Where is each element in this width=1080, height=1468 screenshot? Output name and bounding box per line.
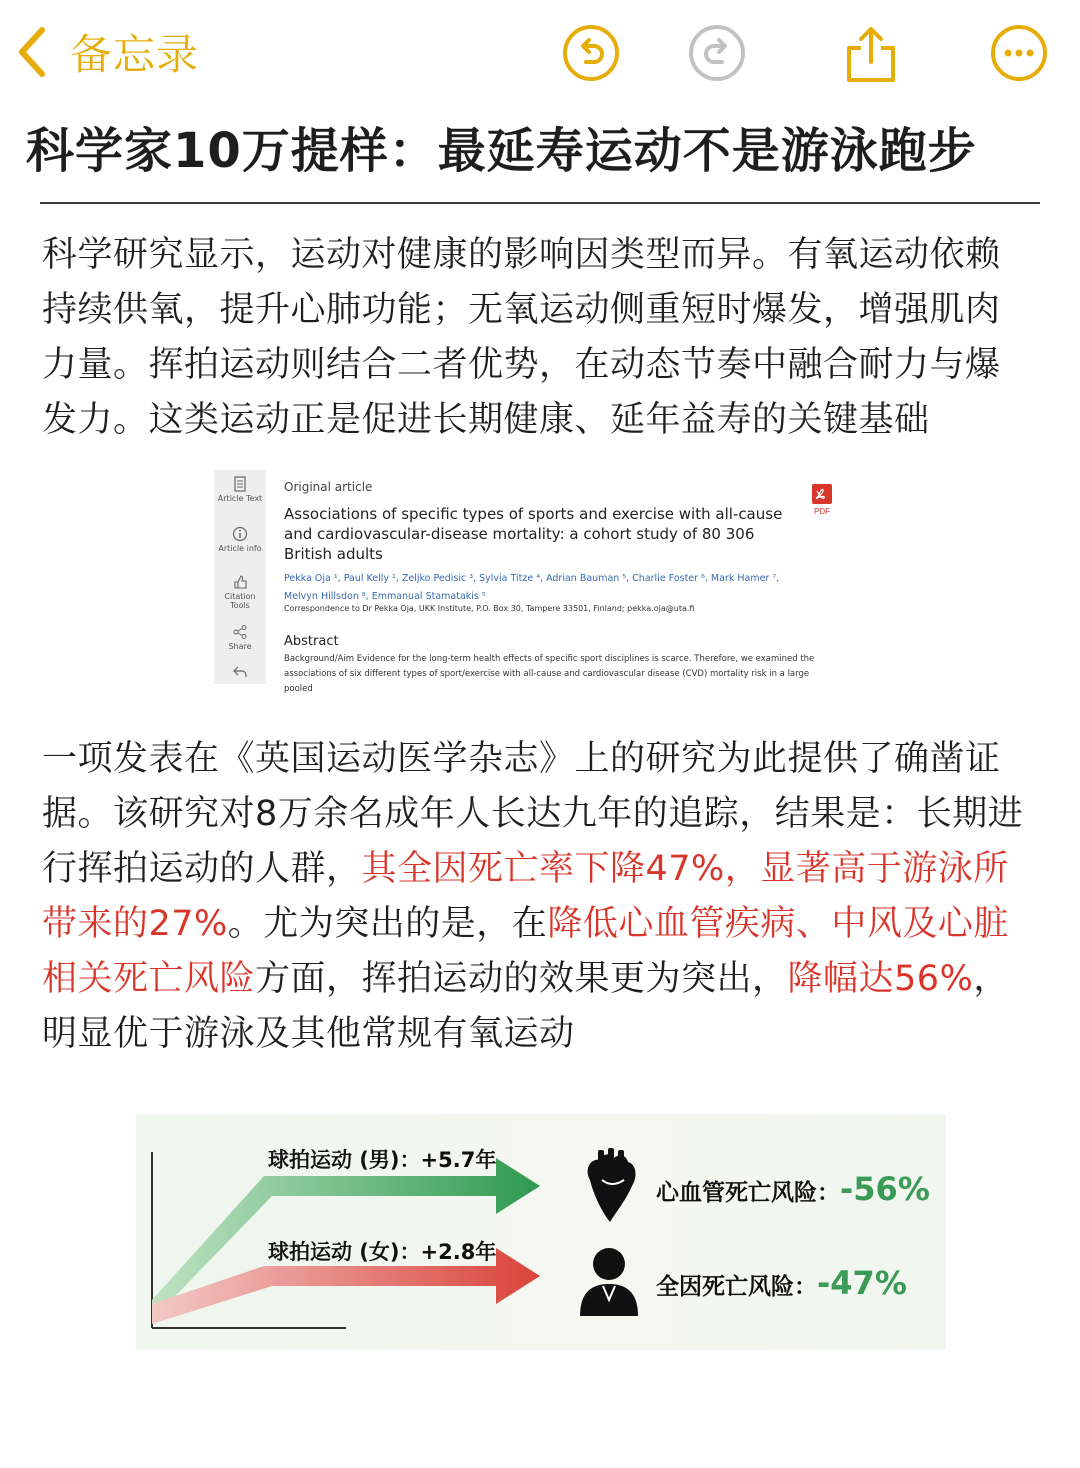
abstract-text: Background/Aim Evidence for the long-term health effects of specific sport disciplines is scarce. Therefore, we examined the associations of six different types of sport/exercise with all-cause and cardiovascular disease (CVD) mortality risk in a large pooled — [284, 654, 815, 694]
pdf-icon — [810, 484, 834, 516]
article-screenshot — [214, 470, 844, 694]
intro-paragraph: 科学研究显示，运动对健康的影响因类型而异。有氧运动依赖持续供氧，提升心肺功能；无氧运动侧重短时爆发，增强肌肉力量。挥拍运动则结合二者优势，在动态节奏中融合耐力与爆发力。这类运动正是促进长期健康、延年益寿的关键基础 — [42, 235, 1001, 440]
allcause-risk: 全因死亡风险：-47% — [656, 1264, 907, 1302]
share-nodes-icon — [232, 624, 248, 640]
redo-icon — [688, 24, 746, 82]
allcause-value: -47% — [817, 1264, 907, 1302]
heart-icon — [588, 1148, 636, 1222]
title-divider — [40, 202, 1040, 204]
male-label: 球拍运动 (男)：+5.7年 — [268, 1148, 497, 1172]
cvd-value: -56% — [840, 1170, 930, 1208]
back-label: 备忘录 — [70, 30, 200, 79]
citation-tools-item: Citation Tools — [214, 574, 266, 610]
highlight-cvd: 降低心血管疾病、中风及心脏相关死亡风险 — [42, 904, 1009, 999]
highlight-reduction: 降幅达56% — [787, 959, 974, 999]
document-icon — [232, 476, 248, 492]
infographic-graphic — [136, 1114, 946, 1350]
redo-button[interactable] — [688, 24, 746, 82]
person-icon — [580, 1248, 638, 1316]
cvd-risk: 心血管死亡风险：-56% — [656, 1170, 930, 1208]
article-kind: Original article — [284, 480, 373, 494]
undo-button[interactable] — [562, 24, 620, 82]
study-paragraph: 一项发表在《英国运动医学杂志》上的研究为此提供了确凿证据。该研究对8万余名成年人长达九年的追踪，结果是：长期进行挥拍运动的人群，其全因死亡率下降47%，显著高于游泳所带来的27%。尤为突出的是，在降低心血管疾病、中风及心脏相关死亡风险方面，挥拍运动的效果更为突出，降幅达56%，明显优于游泳及其他常规有氧运动 — [42, 739, 1024, 1054]
article-authors: Pekka Oja ¹, Paul Kelly ¹, Zeljko Pedisic ³, Sylvia Titze ⁴, Adrian Bauman ⁵, Charlie Foster ⁶, Mark Hamer ⁷, Melvyn Hillsdon ⁸, Emmanual Stamatakis ⁵ — [284, 573, 780, 602]
article-title: Associations of specific types of sports and exercise with all-cause and cardiovascular-disease mortality: a cohort study of 80 306 British adults — [284, 505, 783, 563]
share-button[interactable] — [842, 24, 900, 82]
reply-item — [214, 664, 266, 682]
article-info-item: Article info — [214, 526, 266, 553]
highlight-allcause: 其全因死亡率下降47%，显著高于游泳所带来的27% — [42, 849, 1009, 944]
chevron-left-icon — [14, 24, 48, 80]
abstract-heading: Abstract — [284, 634, 339, 649]
share-item: Share — [214, 624, 266, 651]
more-icon — [990, 24, 1048, 82]
svg-text:PDF: PDF — [814, 507, 830, 516]
nav-bar — [0, 0, 1080, 110]
note-title: 科学家10万提样：最延寿运动不是游泳跑步 — [26, 123, 977, 179]
share-icon — [842, 24, 900, 82]
female-label: 球拍运动 (女)：+2.8年 — [268, 1240, 497, 1264]
pdf-button — [810, 484, 834, 516]
back-button[interactable] — [14, 22, 199, 82]
more-button[interactable] — [990, 24, 1048, 82]
article-text-item: Article Text — [214, 476, 266, 503]
info-icon — [232, 526, 248, 542]
article-correspondence: Correspondence to Dr Pekka Oja, UKK Institute, P.O. Box 30, Tampere 33501, Finland; pekka.oja@uta.fi — [284, 604, 695, 613]
article-sidebar — [214, 470, 266, 684]
thumb-icon — [232, 574, 248, 590]
reply-icon — [232, 664, 248, 680]
infographic — [136, 1114, 946, 1350]
undo-icon — [562, 24, 620, 82]
